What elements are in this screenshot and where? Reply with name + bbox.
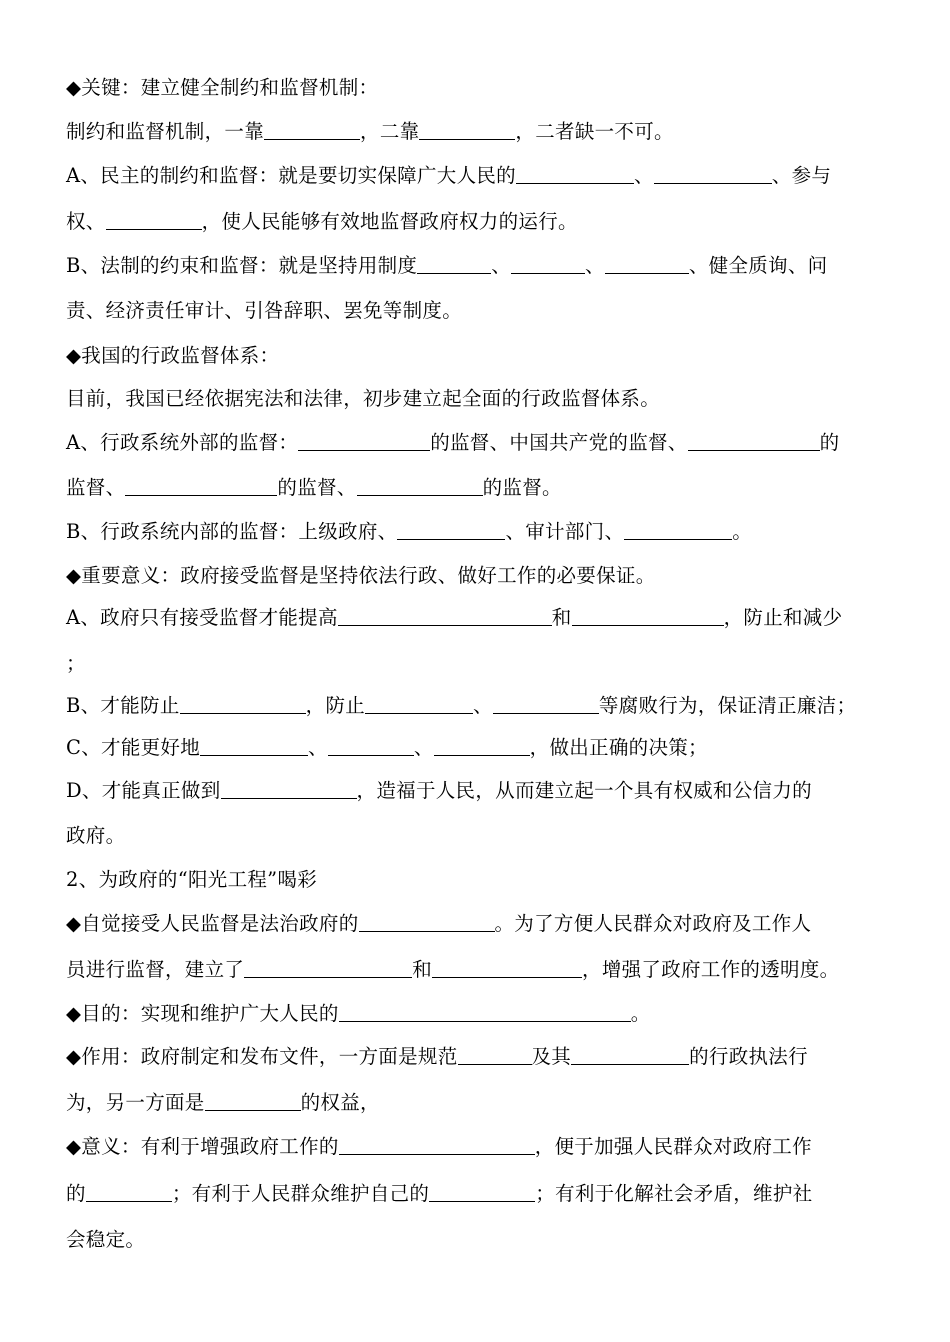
line-mechanism-two-relies bbox=[66, 118, 674, 146]
line-key-mechanism bbox=[66, 74, 378, 102]
fill-blank[interactable] bbox=[429, 1181, 535, 1202]
fill-blank[interactable] bbox=[397, 519, 505, 540]
text-segment: 员进行监督，建立了 bbox=[66, 958, 245, 981]
line-people-supervision-cont bbox=[66, 956, 839, 984]
text-segment: 权、 bbox=[66, 210, 106, 233]
line-democratic-supervision-cont bbox=[66, 208, 578, 236]
text-segment: 的监督、 bbox=[277, 476, 357, 499]
text-segment: B、才能防止 bbox=[66, 694, 180, 717]
text-segment: D、才能真正做到 bbox=[66, 779, 221, 802]
text-segment: ，二者缺一不可。 bbox=[515, 120, 674, 143]
line-sunshine-project-heading bbox=[66, 866, 317, 894]
line-meaning bbox=[66, 1133, 812, 1161]
text-segment: ◆我国的行政监督体系： bbox=[66, 344, 280, 367]
text-segment: 。 bbox=[630, 1002, 651, 1025]
text-segment: ◆关键：建立健全制约和监督机制： bbox=[66, 76, 379, 99]
text-segment: ◆自觉接受人民监督是法治政府的 bbox=[66, 912, 359, 935]
fill-blank[interactable] bbox=[205, 1090, 301, 1111]
fill-blank[interactable] bbox=[125, 475, 277, 496]
fill-blank[interactable] bbox=[516, 163, 634, 184]
line-people-supervision bbox=[66, 910, 811, 938]
text-segment: ，增强了政府工作的透明度。 bbox=[582, 958, 840, 981]
text-segment: 、健全质询、问 bbox=[688, 254, 828, 277]
text-segment: 、 bbox=[491, 254, 512, 277]
line-significance-d bbox=[66, 777, 812, 805]
fill-blank[interactable] bbox=[458, 1044, 532, 1065]
text-segment: 等腐败行为，保证清正廉洁； bbox=[598, 694, 857, 717]
text-segment: 及其 bbox=[531, 1045, 572, 1068]
text-segment: 的 bbox=[819, 431, 840, 454]
line-function bbox=[66, 1043, 808, 1071]
text-segment: 、审计部门、 bbox=[505, 520, 625, 543]
fill-blank[interactable] bbox=[605, 253, 689, 274]
fill-blank[interactable] bbox=[688, 430, 820, 451]
text-segment: ◆重要意义：政府接受监督是坚持依法行政、做好工作的必要保证。 bbox=[66, 564, 656, 587]
line-function-cont bbox=[66, 1089, 380, 1117]
fill-blank[interactable] bbox=[328, 735, 414, 756]
fill-blank[interactable] bbox=[298, 430, 430, 451]
text-segment: 2、为政府的“阳光工程”喝彩 bbox=[66, 868, 318, 891]
fill-blank[interactable] bbox=[264, 119, 360, 140]
text-segment: ，做出正确的决策； bbox=[529, 736, 708, 759]
line-significance-a-cont bbox=[66, 650, 86, 678]
text-segment: A、行政系统外部的监督： bbox=[66, 431, 299, 454]
line-supervision-system-intro bbox=[66, 385, 660, 413]
text-segment: A、民主的制约和监督：就是要切实保障广大人民的 bbox=[66, 164, 516, 187]
fill-blank[interactable] bbox=[359, 911, 495, 932]
fill-blank[interactable] bbox=[419, 119, 515, 140]
fill-blank[interactable] bbox=[432, 957, 582, 978]
line-significance-heading bbox=[66, 562, 656, 590]
fill-blank[interactable] bbox=[572, 605, 724, 626]
text-segment: 的 bbox=[66, 1182, 86, 1205]
line-external-supervision-cont bbox=[66, 474, 562, 502]
text-segment: 、 bbox=[308, 736, 328, 759]
fill-blank[interactable] bbox=[221, 778, 357, 799]
line-meaning-cont bbox=[66, 1180, 812, 1208]
text-segment: 和 bbox=[412, 958, 433, 981]
text-segment: 的行政执法行 bbox=[689, 1045, 808, 1068]
text-segment: 的监督。 bbox=[482, 476, 562, 499]
text-segment: 为，另一方面是 bbox=[66, 1091, 205, 1114]
fill-blank[interactable] bbox=[200, 735, 308, 756]
text-segment: 、 bbox=[413, 736, 434, 759]
text-segment: 、 bbox=[585, 254, 605, 277]
fill-blank[interactable] bbox=[571, 1044, 689, 1065]
text-segment: ，便于加强人民群众对政府工作 bbox=[534, 1135, 812, 1158]
text-segment: ◆意义：有利于增强政府工作的 bbox=[66, 1135, 339, 1158]
text-segment: 监督、 bbox=[66, 476, 126, 499]
line-significance-a bbox=[66, 604, 842, 632]
text-segment: 的监督、中国共产党的监督、 bbox=[430, 431, 688, 454]
text-segment: ，防止 bbox=[305, 694, 366, 717]
fill-blank[interactable] bbox=[86, 1181, 172, 1202]
text-segment: C、才能更好地 bbox=[66, 736, 201, 759]
line-democratic-supervision bbox=[66, 162, 831, 190]
text-segment: ◆作用：政府制定和发布文件，一方面是规范 bbox=[66, 1045, 458, 1068]
line-supervision-system-heading bbox=[66, 342, 279, 370]
fill-blank[interactable] bbox=[244, 957, 412, 978]
line-significance-b bbox=[66, 692, 856, 720]
text-segment: ◆目的：实现和维护广大人民的 bbox=[66, 1002, 339, 1025]
fill-blank[interactable] bbox=[365, 693, 473, 714]
line-external-supervision bbox=[66, 429, 839, 457]
fill-blank[interactable] bbox=[624, 519, 732, 540]
text-segment: ；有利于化解社会矛盾，维护社 bbox=[535, 1182, 813, 1205]
text-segment: 、 bbox=[633, 164, 654, 187]
text-segment: 的权益， bbox=[300, 1091, 380, 1114]
fill-blank[interactable] bbox=[339, 1001, 631, 1022]
text-segment: ，防止和减少 bbox=[723, 606, 843, 629]
text-segment: B、行政系统内部的监督：上级政府、 bbox=[66, 520, 398, 543]
fill-blank[interactable] bbox=[357, 475, 483, 496]
text-segment: 制约和监督机制，一靠 bbox=[66, 120, 265, 143]
text-segment: ，使人民能够有效地监督政府权力的运行。 bbox=[201, 210, 578, 233]
text-segment: 、参与 bbox=[771, 164, 832, 187]
line-internal-supervision bbox=[66, 518, 752, 546]
line-purpose bbox=[66, 1000, 651, 1028]
text-segment: 政府。 bbox=[66, 824, 126, 847]
line-significance-d-cont bbox=[66, 822, 125, 850]
text-segment: ；有利于人民群众维护自己的 bbox=[171, 1182, 430, 1205]
fill-blank[interactable] bbox=[180, 693, 306, 714]
text-segment: 。 bbox=[732, 520, 753, 543]
text-segment: 责、经济责任审计、引咎辞职、罢免等制度。 bbox=[66, 299, 463, 322]
text-segment: 会稳定。 bbox=[66, 1228, 146, 1251]
text-segment: ； bbox=[66, 652, 86, 675]
text-segment: 目前，我国已经依据宪法和法律，初步建立起全面的行政监督体系。 bbox=[66, 387, 661, 410]
text-segment: 、 bbox=[473, 694, 493, 717]
line-significance-c bbox=[66, 734, 708, 762]
fill-blank[interactable] bbox=[417, 253, 491, 274]
fill-blank[interactable] bbox=[339, 1134, 535, 1155]
text-segment: 。为了方便人民群众对政府及工作人 bbox=[494, 912, 812, 935]
text-segment: ，造福于人民，从而建立起一个具有权威和公信力的 bbox=[356, 779, 812, 802]
text-segment: A、政府只有接受监督才能提高 bbox=[66, 606, 338, 629]
line-legal-supervision-cont bbox=[66, 297, 462, 325]
fill-blank[interactable] bbox=[106, 209, 202, 230]
text-segment: B、法制的约束和监督：就是坚持用制度 bbox=[66, 254, 418, 277]
fill-blank[interactable] bbox=[338, 605, 552, 626]
fill-blank[interactable] bbox=[654, 163, 772, 184]
line-meaning-end bbox=[66, 1226, 145, 1254]
text-segment: 和 bbox=[551, 606, 572, 629]
fill-blank[interactable] bbox=[493, 693, 599, 714]
fill-blank[interactable] bbox=[434, 735, 530, 756]
line-legal-supervision bbox=[66, 252, 827, 280]
text-segment: ，二靠 bbox=[360, 120, 420, 143]
fill-blank[interactable] bbox=[511, 253, 585, 274]
